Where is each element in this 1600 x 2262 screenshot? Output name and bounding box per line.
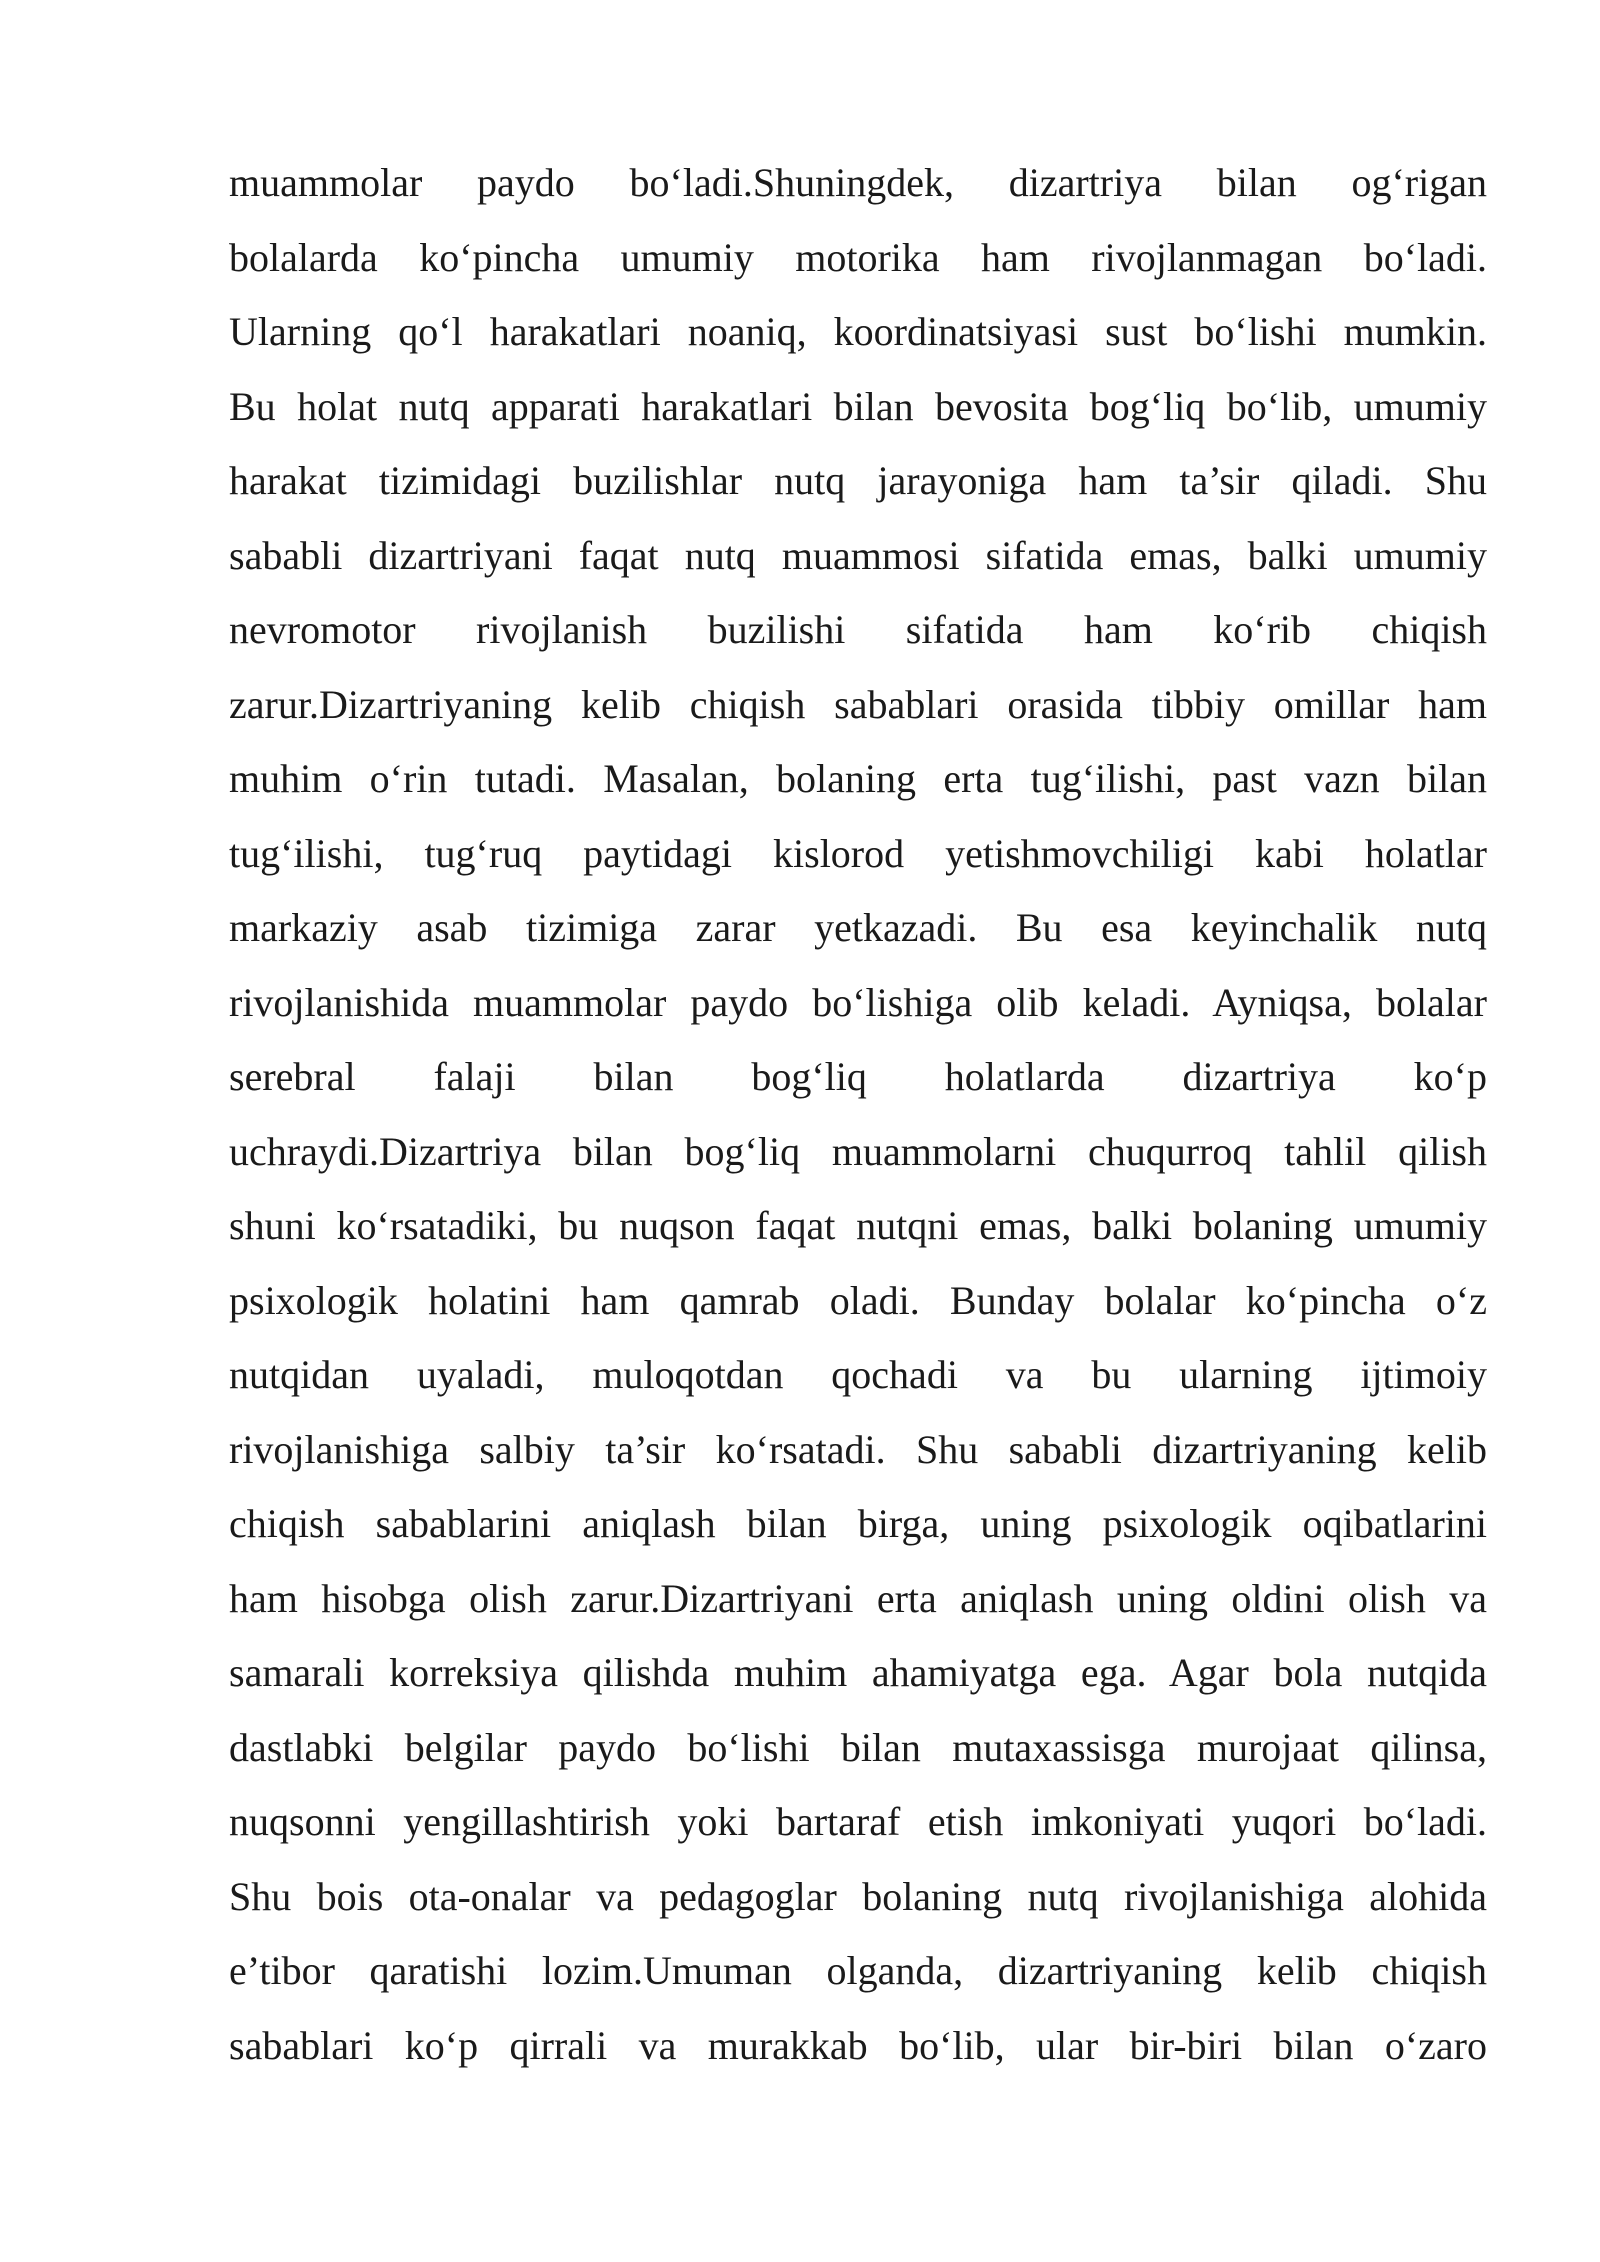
text-line: markaziy asab tizimiga zarar yetkazadi. Bu esa keyinchalik nutq: [229, 905, 1487, 950]
text-line: Ularning qo‘l harakatlari noaniq, koordinatsiyasi sust bo‘lishi mumkin.: [229, 309, 1487, 354]
text-line: rivojlanishida muammolar paydo bo‘lishiga olib keladi. Ayniqsa, bolalar: [229, 979, 1487, 1025]
text-line: uchraydi.Dizartriya bilan bog‘liq muammolarni chuqurroq tahlil qilish: [229, 1128, 1487, 1174]
text-line: psixologik holatini ham qamrab oladi. Bunday bolalar ko‘pincha o‘z: [229, 1277, 1487, 1323]
text-line: ham hisobga olish zarur.Dizartriyani erta aniqlash uning oldini olish va: [229, 1575, 1487, 1621]
text-line: rivojlanishiga salbiy ta’sir ko‘rsatadi. Shu sababli dizartriyaning kelib: [229, 1426, 1487, 1472]
text-line: sababli dizartriyani faqat nutq muammosi sifatida emas, balki umumiy: [229, 532, 1487, 578]
text-line: zarur.Dizartriyaning kelib chiqish sabablari orasida tibbiy omillar ham: [229, 681, 1487, 727]
text-line: harakat tizimidagi buzilishlar nutq jarayoniga ham ta’sir qiladi. Shu: [229, 458, 1487, 503]
text-line: nuqsonni yengillashtirish yoki bartaraf etish imkoniyati yuqori bo‘ladi.: [229, 1799, 1487, 1844]
text-line: dastlabki belgilar paydo bo‘lishi bilan mutaxassisga murojaat qilinsa,: [229, 1724, 1487, 1770]
text-line: sabablari ko‘p qirrali va murakkab bo‘lib, ular bir-biri bilan o‘zaro: [229, 2022, 1487, 2068]
text-line: Shu bois ota-onalar va pedagoglar bolaning nutq rivojlanishiga alohida: [229, 1873, 1487, 1919]
text-line: e’tibor qaratishi lozim.Umuman olganda, dizartriyaning kelib chiqish: [229, 1948, 1487, 1993]
text-line: muammolar paydo bo‘ladi.Shuningdek, dizartriya bilan og‘rigan: [229, 160, 1487, 205]
text-line: nutqidan uyaladi, muloqotdan qochadi va bu ularning ijtimoiy: [229, 1352, 1487, 1397]
text-line: bolalarda ko‘pincha umumiy motorika ham rivojlanmagan bo‘ladi.: [229, 234, 1487, 280]
text-line: chiqish sabablarini aniqlash bilan birga, uning psixologik oqibatlarini: [229, 1501, 1487, 1546]
text-line: samarali korreksiya qilishda muhim ahamiyatga ega. Agar bola nutqida: [229, 1650, 1487, 1695]
text-line: nevromotor rivojlanish buzilishi sifatida ham ko‘rib chiqish: [229, 607, 1487, 652]
text-line: tug‘ilishi, tug‘ruq paytidagi kislorod yetishmovchiligi kabi holatlar: [229, 830, 1487, 876]
text-line: serebral falaji bilan bog‘liq holatlarda dizartriya ko‘p: [229, 1054, 1487, 1099]
text-line: Bu holat nutq apparati harakatlari bilan bevosita bog‘liq bo‘lib, umumiy: [229, 383, 1487, 429]
text-line: shuni ko‘rsatadiki, bu nuqson faqat nutqni emas, balki bolaning umumiy: [229, 1203, 1487, 1248]
text-line: muhim o‘rin tutadi. Masalan, bolaning erta tug‘ilishi, past vazn bilan: [229, 756, 1487, 801]
body-paragraph: [229, 146, 1487, 2083]
